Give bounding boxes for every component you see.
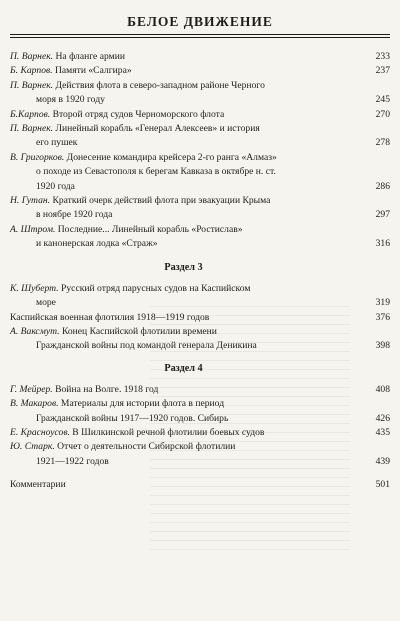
toc-title: На фланге армии: [55, 51, 125, 62]
toc-entry-line: [10, 440, 357, 454]
toc-entry-line: [10, 325, 357, 339]
toc-page-number: 439: [375, 455, 390, 467]
toc-entry-continuation: [10, 93, 357, 107]
toc-page-number: 233: [375, 51, 390, 62]
toc-entry: [10, 79, 390, 108]
toc-page-number: 408: [375, 383, 390, 395]
toc-entry-line: [10, 426, 357, 440]
toc-page-number: 398: [375, 340, 390, 352]
toc-entry-line: [10, 79, 357, 93]
toc-entry-continuation: [10, 237, 357, 251]
toc-title: Памяти «Салгира»: [54, 65, 132, 77]
section-heading: Раздел 4: [164, 362, 203, 374]
toc-title: море: [36, 297, 56, 309]
toc-entry-comments: [10, 478, 390, 492]
toc-entry-line: [10, 50, 357, 64]
toc-title: Краткий очерк действий флота при эвакуации Крыма: [52, 195, 271, 207]
toc-entry-continuation: [10, 455, 357, 469]
toc-page-number: 297: [375, 209, 390, 221]
toc-title: Русский отряд парусных судов на Каспийском: [61, 282, 251, 294]
toc-title: 1921—1922 годов: [36, 455, 109, 467]
toc-entry: [10, 440, 390, 469]
toc-title: о походе из Севастополя к берегам Кавказа в октябре н. ст.: [36, 166, 276, 178]
toc-author: Г. Мейрер.: [10, 383, 53, 395]
toc-page-number: 316: [375, 238, 390, 250]
running-header: БЕЛОЕ ДВИЖЕНИЕ: [127, 14, 273, 29]
toc-author: Ю. Старк.: [10, 441, 55, 453]
toc-entry: [10, 426, 390, 440]
toc-entry-line: [10, 383, 357, 397]
toc-author: П. Варнек.: [10, 51, 54, 62]
toc-title: Конец Каспийской флотилии времени: [61, 325, 217, 337]
toc-author: П. Варнек.: [10, 79, 54, 91]
toc-entry: [10, 282, 390, 311]
toc-entry: [10, 151, 390, 194]
toc-title: Гражданской войны под командой генерала Деникина: [36, 340, 257, 352]
toc-title: Последние... Линейный корабль «Ростислав»: [57, 223, 243, 235]
section-heading: Раздел 3: [164, 261, 203, 273]
toc-entry-line: [10, 397, 357, 411]
toc-entry-line: [10, 223, 357, 237]
toc-entry: [10, 194, 390, 223]
toc-entry-continuation: [10, 339, 357, 353]
toc-entry: [10, 122, 390, 151]
toc-entry-continuation: [10, 136, 357, 150]
toc-entry-line: [10, 151, 357, 165]
toc-author: Б.Карпов.: [10, 108, 51, 120]
toc-title: Донесение командира крейсера 2-го ранга «Алмаз»: [66, 151, 277, 163]
toc-entry-line: [10, 122, 357, 136]
toc-title: Материалы для истории флота в период: [60, 398, 225, 410]
toc-page-number: 435: [375, 426, 390, 438]
toc-author: А. Ваксмут.: [10, 325, 60, 337]
toc-title: и канонерская лодка «Страж»: [36, 238, 158, 250]
toc-title: Каспийская военная флотилия 1918—1919 годов: [10, 311, 210, 323]
toc-author: Н. Гутан.: [10, 195, 51, 207]
toc-page-number: 237: [375, 65, 390, 77]
toc-title: 1920 года: [36, 180, 75, 192]
toc-title: Война на Волге. 1918 год: [55, 383, 159, 395]
toc-page-number: 319: [375, 297, 390, 309]
toc-title: Комментарии: [10, 479, 66, 491]
toc-entry-continuation: [10, 208, 357, 222]
toc-author: Б. Карпов.: [10, 65, 53, 77]
toc-entry: [10, 311, 390, 325]
toc-title: Линейный корабль «Генерал Алексеев» и история: [55, 123, 260, 135]
toc-title: Действия флота в северо-западном районе Черного: [55, 79, 265, 91]
toc-page-number: 278: [375, 137, 390, 149]
table-of-contents: [10, 50, 390, 493]
toc-entry-line: [10, 64, 357, 78]
toc-author: П. Варнек.: [10, 123, 54, 135]
toc-entry: [10, 325, 390, 354]
toc-entry-continuation: [10, 412, 357, 426]
toc-entry: [10, 223, 390, 252]
toc-page-number: 426: [375, 412, 390, 424]
toc-author: К. Шуберт.: [10, 282, 59, 294]
toc-title: его пушек: [36, 137, 78, 149]
toc-entry: [10, 397, 390, 426]
toc-entry-continuation: [10, 165, 357, 179]
toc-entry-line: [10, 194, 357, 208]
toc-page-number: 286: [375, 180, 390, 192]
toc-title: в ноябре 1920 года: [36, 209, 113, 221]
toc-page-number: 501: [375, 479, 390, 491]
toc-title: В Шилкинской речной флотилии боевых судов: [72, 426, 265, 438]
toc-entry-continuation: [10, 180, 357, 194]
toc-entry: [10, 50, 390, 64]
toc-author: А. Штром.: [10, 223, 56, 235]
toc-author: В. Григорков.: [10, 151, 65, 163]
toc-title: Второй отряд судов Черноморского флота: [52, 108, 225, 120]
toc-entry-line: [10, 108, 357, 122]
toc-entry: [10, 383, 390, 397]
toc-entry: [10, 64, 390, 78]
header-rule-thin: [10, 37, 390, 38]
toc-title: моря в 1920 году: [36, 94, 105, 106]
toc-title: Гражданской войны 1917—1920 годов. Сибирь: [36, 412, 229, 424]
toc-page-number: 270: [375, 108, 390, 120]
toc-page-number: 376: [375, 311, 390, 323]
toc-entry-continuation: [10, 296, 357, 310]
toc-entry-line: [10, 282, 357, 296]
toc-title: Отчет о деятельности Сибирской флотилии: [57, 441, 236, 453]
toc-author: В. Макаров.: [10, 398, 59, 410]
toc-entry: [10, 108, 390, 122]
toc-entry-line: [10, 311, 357, 325]
toc-page-number: 245: [375, 94, 390, 106]
toc-author: Е. Красноусов.: [10, 426, 70, 438]
header-rule-thick: [10, 34, 390, 35]
